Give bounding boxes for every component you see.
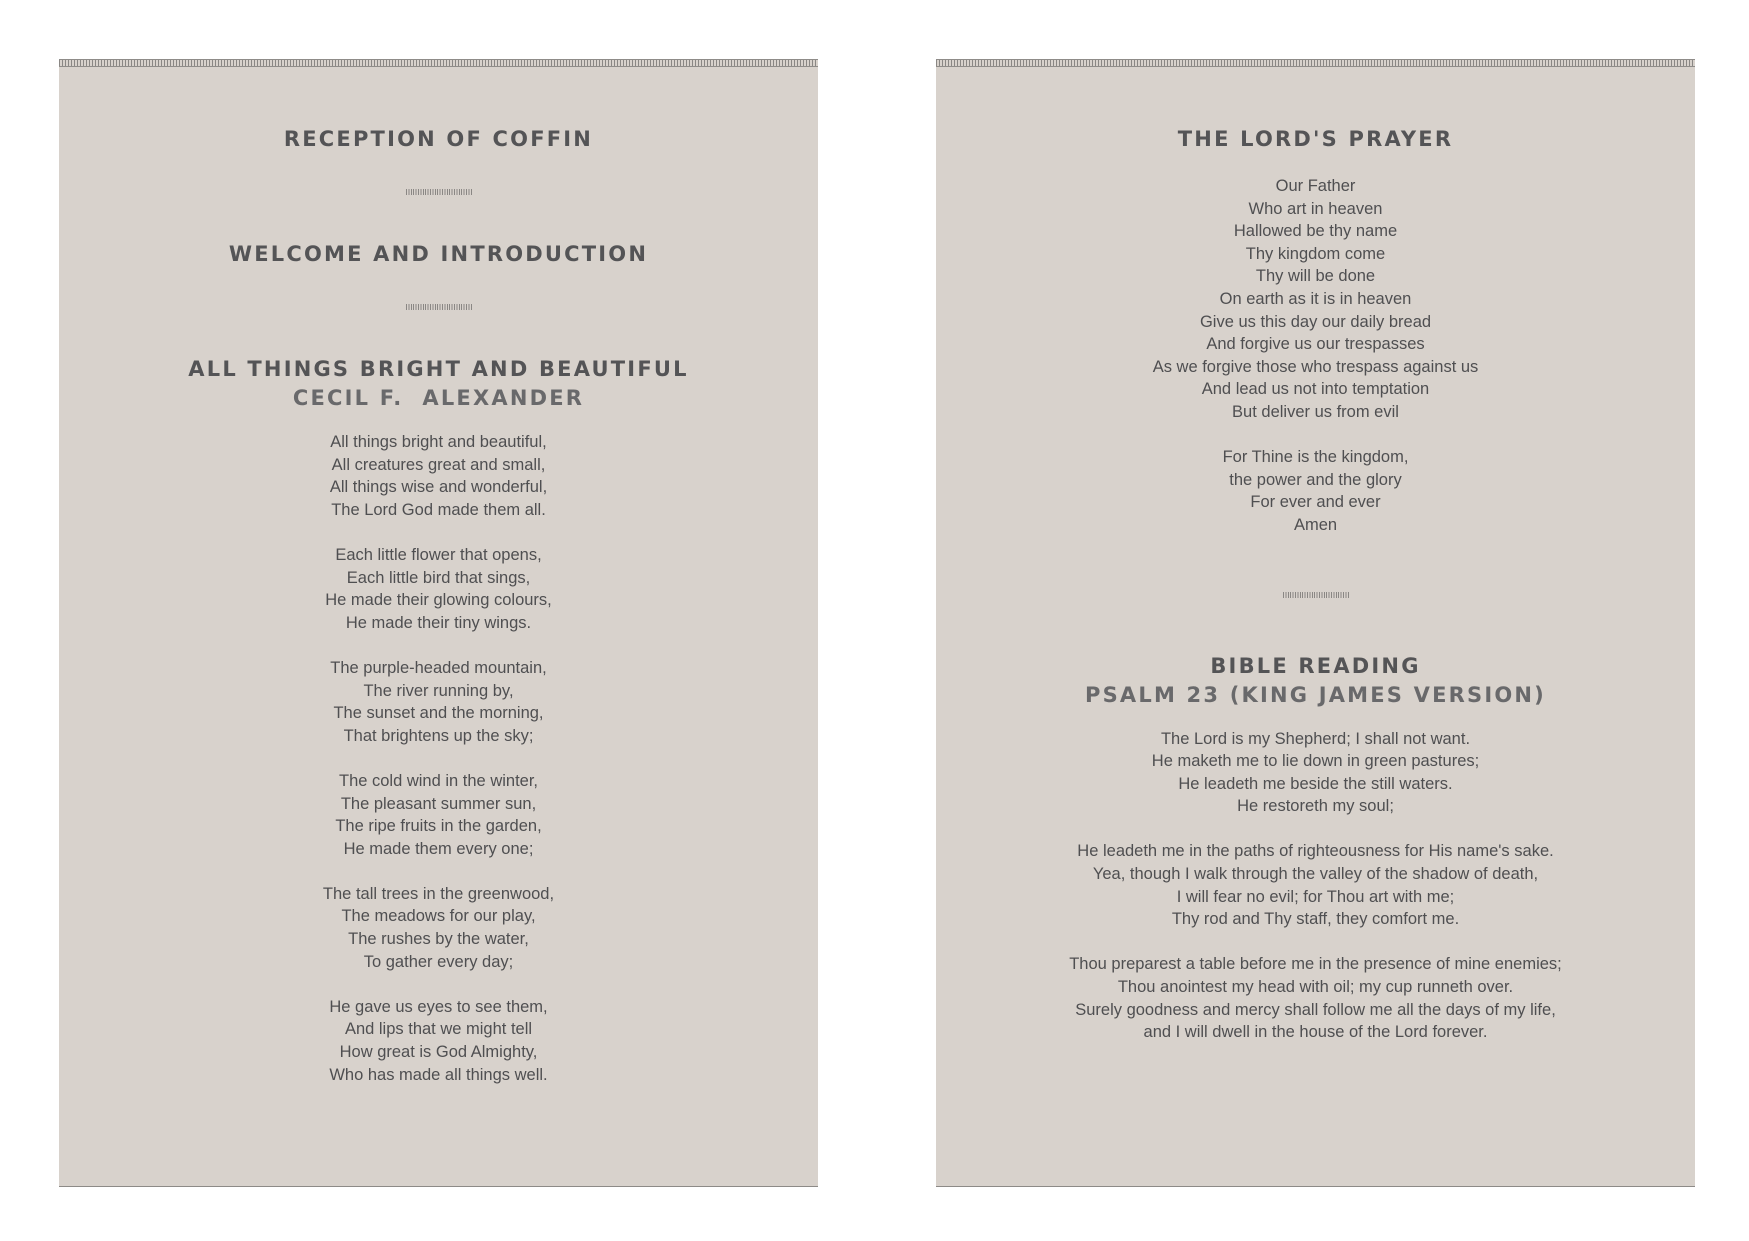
verse-line: But deliver us from evil: [1232, 402, 1399, 421]
verse-line: The Lord is my Shepherd; I shall not want.: [1160, 729, 1471, 748]
top-border-ornament: [936, 59, 1695, 67]
verse-line: He gave us eyes to see them,: [329, 997, 548, 1016]
verse-line: Thy kingdom come: [1245, 244, 1386, 263]
verse-line: The sunset and the morning,: [333, 704, 544, 723]
verse-line: The purple-headed mountain,: [330, 658, 547, 677]
verse-line: On earth as it is in heaven: [1219, 289, 1412, 308]
verse-line: The rushes by the water,: [348, 930, 529, 949]
lords-prayer-text: [936, 175, 1695, 537]
left-page-content: [59, 125, 818, 1086]
verse-line: He made them every one;: [343, 839, 534, 858]
verse-line: Thou anointest my head with oil; my cup runneth over.: [1117, 978, 1514, 997]
hymn-lyrics: [59, 431, 818, 1086]
verse-line: Thy will be done: [1255, 267, 1376, 286]
verse-line: All things bright and beautiful,: [330, 433, 547, 451]
verse-line: The Lord God made them all.: [331, 500, 546, 519]
reception-of-coffin-heading: RECEPTION OF COFFIN: [283, 127, 594, 151]
verse-line: How great is God Almighty,: [339, 1043, 538, 1062]
verse-line: That brightens up the sky;: [343, 726, 534, 745]
verse-line: To gather every day;: [363, 952, 514, 971]
left-page: [59, 59, 818, 1187]
verse-line: He made their glowing colours,: [325, 591, 552, 610]
verse-line: Thy rod and Thy staff, they comfort me.: [1171, 910, 1460, 929]
verse-line: Surely goodness and mercy shall follow me all the days of my life,: [1075, 1000, 1556, 1019]
psalm-stanza: [936, 728, 1695, 818]
hymn-title: ALL THINGS BRIGHT AND BEAUTIFUL: [188, 357, 689, 381]
verse-line: And forgive us our trespasses: [1206, 335, 1425, 354]
verse-line: Hallowed be thy name: [1233, 222, 1398, 241]
verse-line: Who has made all things well.: [329, 1065, 548, 1084]
verse-line: As we forgive those who trespass against us: [1152, 357, 1479, 376]
verse-line: Give us this day our daily bread: [1199, 312, 1432, 331]
verse-line: All creatures great and small,: [331, 455, 546, 474]
hymn-stanza: [59, 996, 818, 1086]
verse-line: The river running by,: [363, 681, 514, 700]
bible-reading-subtitle: PSALM 23 (KING JAMES VERSION): [1085, 682, 1546, 707]
verse-line: For ever and ever: [1250, 493, 1381, 512]
hymn-stanza: [59, 431, 818, 521]
verse-line: And lips that we might tell: [344, 1020, 533, 1039]
verse-line: He maketh me to lie down in green pastures;: [1151, 752, 1480, 771]
hymn-stanza: [59, 770, 818, 860]
verse-line: He restoreth my soul;: [1237, 797, 1394, 816]
hymn-stanza: [59, 657, 818, 747]
verse-line: Who art in heaven: [1248, 199, 1383, 218]
verse-line: Yea, though I walk through the valley of the shadow of death,: [1092, 865, 1539, 884]
verse-line: The tall trees in the greenwood,: [322, 884, 555, 903]
lords-prayer-heading: THE LORD'S PRAYER: [1177, 127, 1454, 151]
verse-line: I will fear no evil; for Thou art with me;: [1176, 887, 1455, 906]
verse-line: and I will dwell in the house of the Lord forever.: [1143, 1023, 1488, 1042]
right-page: [936, 59, 1695, 1187]
verse-line: Thou preparest a table before me in the presence of mine enemies;: [1069, 955, 1562, 974]
verse-line: Each little bird that sings,: [346, 568, 531, 587]
prayer-stanza: [936, 446, 1695, 536]
prayer-stanza: [936, 175, 1695, 424]
verse-line: The meadows for our play,: [341, 907, 536, 926]
verse-line: the power and the glory: [1229, 470, 1402, 489]
verse-line: And lead us not into temptation: [1201, 380, 1430, 399]
verse-line: Amen: [1293, 515, 1338, 534]
bible-reading-heading: BIBLE READING: [1210, 653, 1421, 678]
right-page-content: [936, 125, 1695, 1044]
verse-line: He made their tiny wings.: [345, 613, 532, 632]
verse-line: The pleasant summer sun,: [340, 794, 537, 813]
hymn-stanza: [59, 544, 818, 634]
psalm-stanza: [936, 953, 1695, 1043]
verse-line: All things wise and wonderful,: [329, 478, 548, 497]
top-border-ornament: [59, 59, 818, 67]
hymn-stanza: [59, 883, 818, 973]
verse-line: For Thine is the kingdom,: [1222, 448, 1409, 467]
verse-line: The ripe fruits in the garden,: [335, 817, 542, 836]
verse-line: Our Father: [1275, 177, 1356, 195]
hymn-author: CECIL F. ALEXANDER: [292, 386, 585, 410]
verse-line: He leadeth me beside the still waters.: [1178, 774, 1453, 793]
verse-line: The cold wind in the winter,: [338, 771, 539, 790]
verse-line: Each little flower that opens,: [335, 545, 542, 564]
psalm-text: [936, 728, 1695, 1044]
psalm-stanza: [936, 840, 1695, 930]
welcome-heading: WELCOME AND INTRODUCTION: [228, 242, 649, 266]
verse-line: He leadeth me in the paths of righteousness for His name's sake.: [1077, 842, 1554, 861]
